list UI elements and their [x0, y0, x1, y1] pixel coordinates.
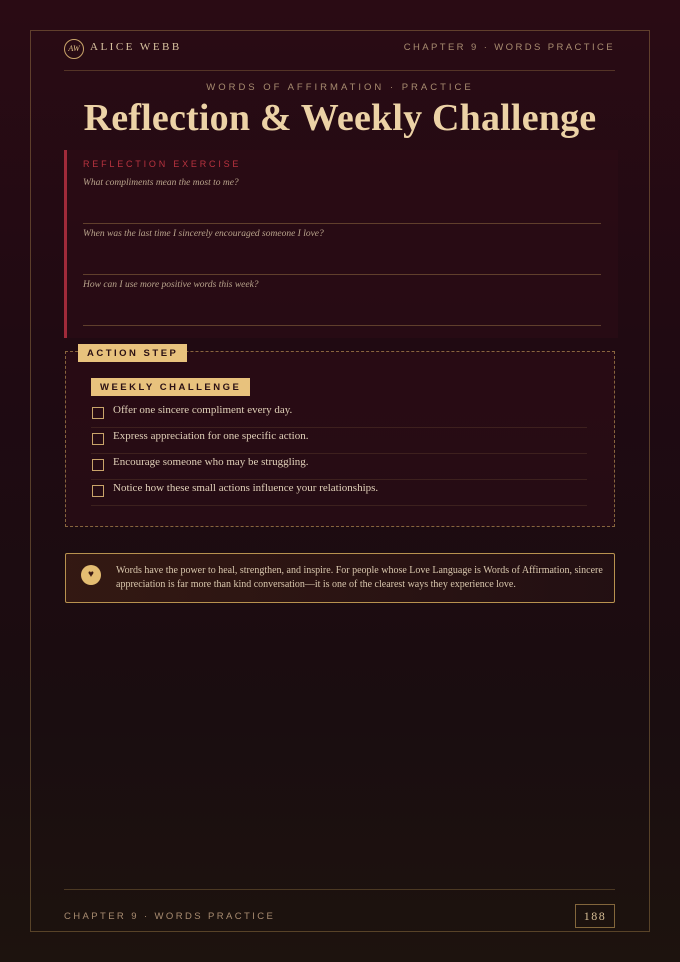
challenge-item — [91, 402, 587, 428]
reflection-question: How can I use more positive words this week? — [83, 280, 259, 290]
checkbox[interactable] — [92, 407, 104, 419]
section-eyebrow: WORDS OF AFFIRMATION · PRACTICE — [206, 82, 474, 93]
author-name: ALICE WEBB — [90, 41, 182, 53]
challenge-item-label: Encourage someone who may be struggling. — [113, 456, 309, 468]
page-header — [64, 38, 615, 71]
action-step-tag: ACTION STEP — [78, 344, 187, 362]
answer-line[interactable] — [83, 325, 601, 326]
challenge-item-label: Express appreciation for one specific action. — [113, 430, 309, 442]
checkbox[interactable] — [92, 459, 104, 471]
reflection-question: What compliments mean the most to me? — [83, 178, 239, 188]
author-logo: AW — [64, 39, 84, 59]
challenge-item-label: Notice how these small actions influence your relationships. — [113, 482, 379, 494]
affirmation-callout — [65, 553, 615, 603]
challenge-item-label: Offer one sincere compliment every day. — [113, 404, 293, 416]
checkbox[interactable] — [92, 433, 104, 445]
page-number: 188 — [575, 904, 615, 928]
answer-line[interactable] — [83, 274, 601, 275]
checkbox[interactable] — [92, 485, 104, 497]
answer-line[interactable] — [83, 223, 601, 224]
challenge-item — [91, 454, 587, 480]
weekly-challenge-tag: WEEKLY CHALLENGE — [91, 378, 250, 396]
page-footer — [64, 889, 615, 930]
chapter-header: CHAPTER 9 · WORDS PRACTICE — [403, 42, 615, 53]
page-title: Reflection & Weekly Challenge — [83, 97, 597, 139]
heart-icon: ♥ — [81, 565, 101, 585]
reflection-question: When was the last time I sincerely encouraged someone I love? — [83, 229, 324, 239]
challenge-item — [91, 480, 587, 506]
callout-text: Words have the power to heal, strengthen, and inspire. For people whose Love Language is Words of Affirmation, sincere appreciation is far more than kind conversation—it is one of the clearest ways they experience love. — [116, 565, 603, 590]
challenge-item — [91, 428, 587, 454]
reflection-exercise — [64, 150, 618, 338]
reflection-label: REFLECTION EXERCISE — [83, 159, 242, 169]
chapter-footer: CHAPTER 9 · WORDS PRACTICE — [64, 911, 276, 922]
